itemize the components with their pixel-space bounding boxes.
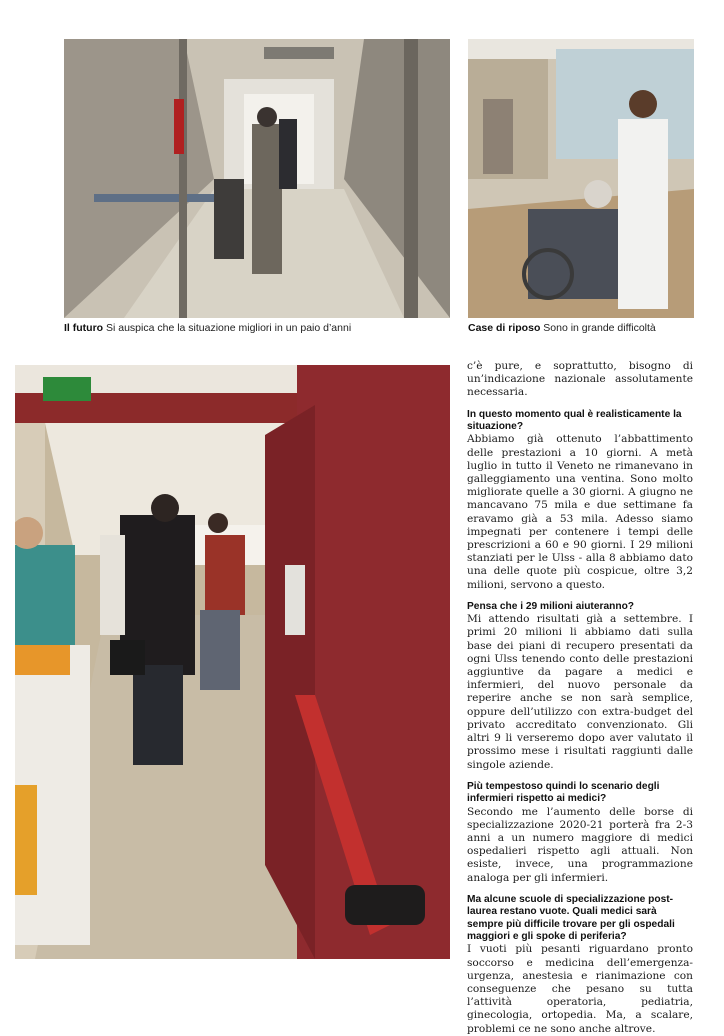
interview-question-2: Pensa che i 29 milioni aiuteranno? — [467, 600, 635, 612]
caption-text: Si auspica che la situazione migliori in un paio d’anni — [106, 322, 352, 334]
photo-hospital-corridor — [64, 39, 450, 318]
interview-question-1: In questo momento qual è realisticamente la situazione? — [467, 408, 682, 433]
interview-question-4: Ma alcune scuole di specializzazione post-laurea restano vuote. Quali medici sarà sempre più difficile trovare per gli ospedali maggiori e gli spoke di periferia? — [467, 893, 675, 942]
interview-answer-1: Abbiamo già ottenuto l’abbattimento delle prestazioni a 10 giorni. A metà luglio in tutto il Veneto ne rimanevano in galleggiamento una ventina. Sono molto migliorate quelle a 30 giorni. A giugno ne mancavano 75 mila e due settimane fa eravamo già a 53 mila. Adesso siamo impegnati per contenere i tempi delle prescrizioni a 60 e 90 giorni. I 29 milioni stanziati per le Ulss - alla 8 abbiamo dato una delle quote più cospicue, oltre 3,2 milioni, servono a questo. — [467, 433, 693, 591]
interview-answer-3: Secondo me l’aumento delle borse di specializzazione 2020-21 porterà fra 2-3 anni a un numero maggiore di medici ospedalieri rispetto agli attuali. Non esiste, invece, una programmazione analoga per gli infermieri. — [467, 805, 693, 884]
caption-nursing-homes — [468, 322, 656, 335]
interview-question-3: Più tempestoso quindi lo scenario degli infermieri rispetto ai medici? — [467, 780, 660, 805]
caption-label: Il futuro — [64, 322, 104, 334]
caption-text: Sono in grande difficoltà — [543, 322, 656, 334]
caption-label: Case di riposo — [468, 322, 541, 334]
article-intro: c’è pure, e soprattutto, bisogno di un’indicazione nazionale assolutamente necessaria. — [467, 360, 693, 399]
interview-answer-4: I vuoti più pesanti riguardano pronto soccorso e medicina dell’emergenza-urgenza, anestesia e rianimazione con conseguenze che pesano su tutta l’attività operatoria, pediatria, ginecologia, ortopedia. Ma, a scalare, problemi ce ne sono anche altrove. — [467, 943, 693, 1035]
caption-future — [64, 322, 351, 335]
photo-nursing-home — [468, 39, 694, 318]
photo-hospital-red-door — [15, 365, 450, 959]
interview-article — [467, 360, 693, 1036]
interview-answer-2: Mi attendo risultati già a settembre. I primi 20 milioni li abbiamo dati sulla base dei piani di recupero presentati da ogni Ulss tenendo conto delle prestazioni aggiuntive da pagare a medici e infermieri, del nuovo personale da reperire anche se non sarà semplice, oppure dell’utilizzo con extra-budget del privato accreditato convenzionato. Gli altri 9 li verseremo dopo aver valutato il prossimo mese i risultati raggiunti dalle singole aziende. — [467, 613, 693, 771]
